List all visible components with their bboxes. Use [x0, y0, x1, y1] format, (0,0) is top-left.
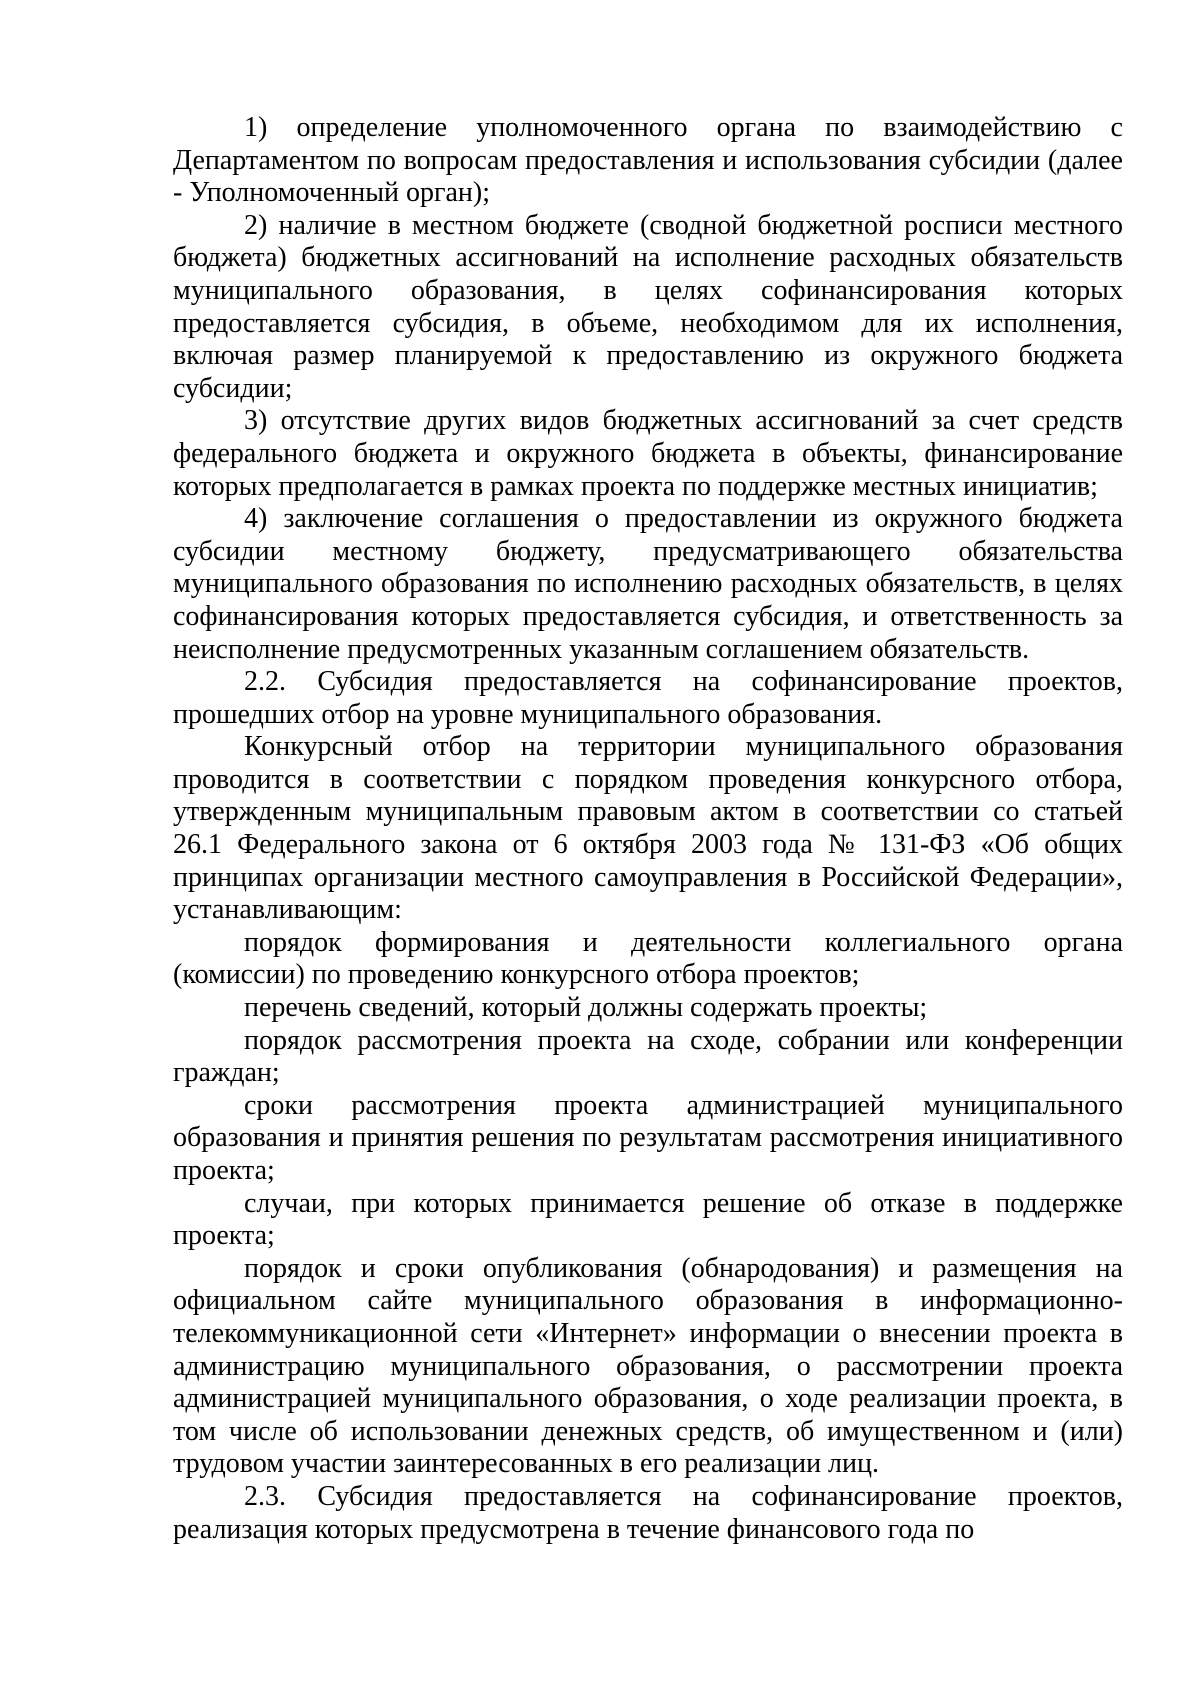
- paragraph-review-deadlines: сроки рассмотрения проекта администрацией муниципального образования и принятия решения по результатам рассмотрения инициативного проекта;: [173, 1089, 1123, 1186]
- paragraph-publication-procedure: порядок и сроки опубликования (обнародования) и размещения на официальном сайте муниципального образования в информационно-телекоммуникационной сети «Интернет» информации о внесении проекта в администрацию муниципального образования, о рассмотрении проекта администрацией муниципального образования, о ходе реализации проекта, в том числе об использовании денежных средств, об имущественном и (или) трудовом участии заинтересованных в его реализации лиц.: [173, 1252, 1123, 1480]
- paragraph-item-2: 2) наличие в местном бюджете (сводной бюджетной росписи местного бюджета) бюджетных ассигнований на исполнение расходных обязательств муниципального образования, в целях софинансирования которых предоставляется субсидия, в объеме, необходимом для их исполнения, включая размер планируемой к предоставлению из окружного бюджета субсидии;: [173, 209, 1123, 404]
- paragraph-section-2-2: 2.2. Субсидия предоставляется на софинансирование проектов, прошедших отбор на уровне муниципального образования.: [173, 666, 1123, 730]
- paragraph-public-review: порядок рассмотрения проекта на сходе, собрании или конференции граждан;: [173, 1024, 1123, 1089]
- document-body: [173, 112, 1123, 1546]
- paragraph-section-2-3: 2.3. Субсидия предоставляется на софинансирование проектов, реализация которых предусмотрена в течение финансового года по: [173, 1480, 1123, 1545]
- paragraph-required-information: перечень сведений, который должны содержать проекты;: [244, 992, 928, 1024]
- paragraph-commission-procedure: порядок формирования и деятельности коллегиального органа (комиссии) по проведению конкурсного отбора проектов;: [173, 926, 1123, 991]
- paragraph-refusal-cases: случаи, при которых принимается решение об отказе в поддержке проекта;: [173, 1187, 1123, 1252]
- paragraph-item-3: 3) отсутствие других видов бюджетных ассигнований за счет средств федерального бюджета и окружного бюджета в объекты, финансирование которых предполагается в рамках проекта по поддержке местных инициатив;: [173, 405, 1123, 502]
- paragraph-competition-selection: Конкурсный отбор на территории муниципального образования проводится в соответствии с порядком проведения конкурсного отбора, утвержденным муниципальным правовым актом в соответствии со статьей 26.1 Федерального закона от 6 октября 2003 года № 131-ФЗ «Об общих принципах организации местного самоуправления в Российской Федерации», устанавливающим:: [173, 731, 1123, 926]
- paragraph-item-4: 4) заключение соглашения о предоставлении из окружного бюджета субсидии местному бюджету, предусматривающего обязательства муниципального образования по исполнению расходных обязательств, в целях софинансирования которых предоставляется субсидия, и ответственность за неисполнение предусмотренных указанным соглашением обязательств.: [173, 503, 1123, 665]
- paragraph-item-1: 1) определение уполномоченного органа по взаимодействию с Департаментом по вопросам предоставления и использования субсидии (далее - Уполномоченный орган);: [173, 112, 1123, 209]
